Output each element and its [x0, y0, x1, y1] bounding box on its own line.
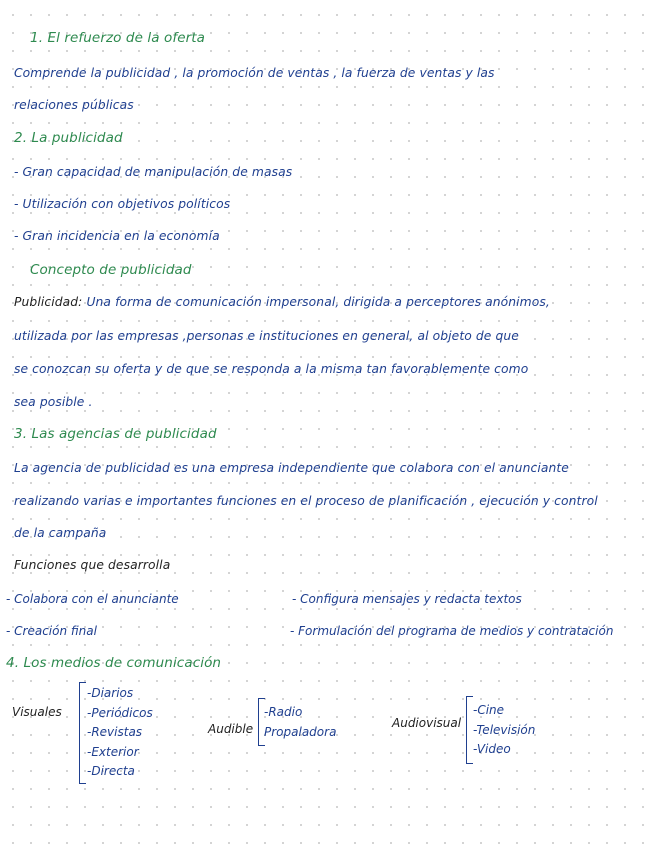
function-item-1: - Colabora con el anunciante [6, 592, 179, 606]
section-1-title: 1. El refuerzo de la oferta [30, 30, 206, 46]
function-item-3: - Creación final [6, 624, 97, 638]
definition-line-1 [14, 295, 648, 309]
audiovisual-label: Audiovisual [392, 716, 462, 730]
audible-item: -Radio [264, 705, 303, 719]
section-2-title: 2. La publicidad [14, 130, 123, 146]
audiovisual-item: -Cine [473, 703, 505, 717]
visuales-item: -Exterior [87, 744, 139, 759]
section-2-item-2: - Utilización con objetivos políticos [14, 197, 231, 211]
audiovisual-item: -Televisión [473, 722, 536, 737]
concept-title: Concepto de publicidad [30, 262, 192, 278]
section-2-item-1: - Gran capacidad de manipulación de masas [14, 165, 293, 179]
section-3-text-line-1: La agencia de publicidad es una empresa independiente que colabora con el anunciante [14, 461, 569, 475]
visuales-list [87, 684, 153, 782]
definition-line-2: utilizada por las empresas ,personas e instituciones en general, al objeto de que [14, 329, 519, 343]
definition-line-4: sea posible . [14, 395, 93, 409]
section-1-text-line-2: relaciones públicas [14, 98, 134, 112]
definition-text: Una forma de comunicación impersonal, dirigida a perceptores anónimos, [86, 295, 550, 309]
audible-item: Propaladora [264, 724, 337, 739]
audiovisual-bracket [466, 696, 473, 764]
function-item-4: - Formulación del programa de medios y contratación [290, 624, 614, 638]
visuales-item: -Periódicos [87, 705, 153, 720]
section-2-item-3: - Gran incidencia en la economía [14, 229, 220, 243]
audible-list [264, 703, 336, 742]
section-3-text-line-2: realizando varias e importantes funciones en el proceso de planificación , ejecución y control [14, 494, 598, 508]
visuales-item: -Revistas [87, 725, 143, 739]
visuales-bracket [79, 682, 86, 784]
visuales-item: -Directa [87, 764, 135, 778]
section-3-title: 3. Las agencias de publicidad [14, 426, 217, 442]
visuales-item: -Diarios [87, 686, 134, 700]
section-4-title: 4. Los medios de comunicación [6, 655, 222, 671]
functions-title: Funciones que desarrolla [14, 558, 171, 572]
audiovisual-list [473, 701, 535, 760]
audible-label: Audible [208, 722, 254, 736]
audiovisual-item: -Video [473, 742, 511, 756]
function-item-2: - Configura mensajes y redacta textos [292, 592, 522, 606]
visuales-label: Visuales [12, 705, 62, 719]
definition-line-3: se conozcan su oferta y de que se responda a la misma tan favorablemente como [14, 362, 529, 376]
definition-term: Publicidad: [14, 295, 83, 309]
section-1-text-line-1: Comprende la publicidad , la promoción de ventas , la fuerza de ventas y las [14, 66, 495, 80]
section-3-text-line-3: de la campaña [14, 526, 107, 540]
